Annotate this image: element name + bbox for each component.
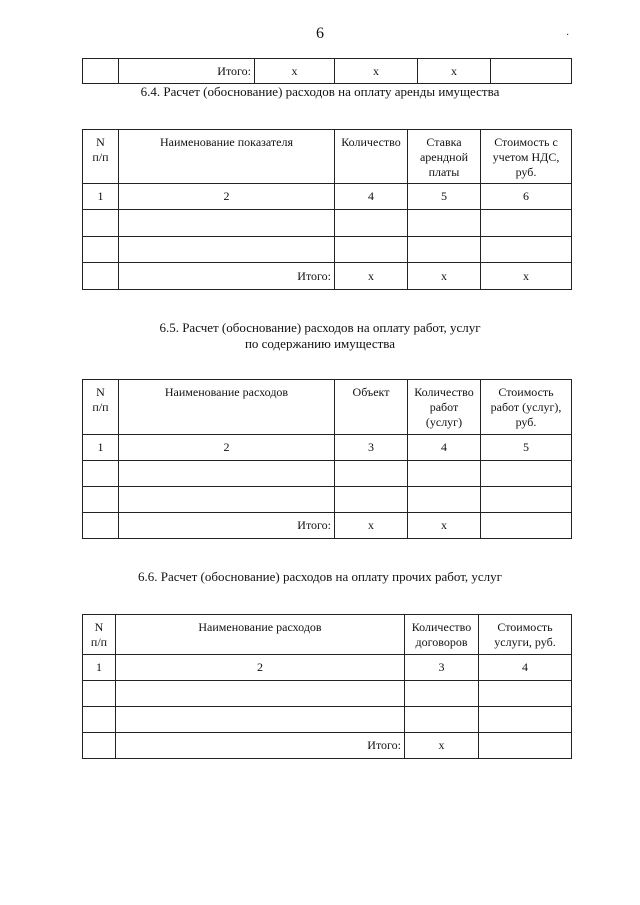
table-cell	[83, 733, 116, 759]
header-cell: Количество работ (услуг)	[408, 380, 481, 435]
table-cell: x	[335, 59, 418, 84]
column-number-row	[83, 655, 572, 681]
table-cell: x	[335, 513, 408, 539]
table-cell	[491, 59, 572, 84]
table-cell: 2	[119, 184, 335, 210]
table-cell	[83, 513, 119, 539]
table-cell: 6	[481, 184, 572, 210]
section-title-6-4: 6.4. Расчет (обоснование) расходов на оплату аренды имущества	[140, 84, 500, 99]
column-number-row	[83, 435, 572, 461]
column-number-row	[83, 184, 572, 210]
total-label: Итого:	[116, 733, 405, 759]
table-cell: x	[408, 513, 481, 539]
table-cell: 4	[479, 655, 572, 681]
table-row	[83, 237, 572, 263]
table-cell	[481, 513, 572, 539]
total-row	[83, 733, 572, 759]
total-label: Итого:	[119, 513, 335, 539]
header-cell: Количество договоров	[405, 615, 479, 655]
table-cell: x	[405, 733, 479, 759]
total-label: Итого:	[119, 263, 335, 290]
table-row	[83, 210, 572, 237]
section-title-6-6: 6.6. Расчет (обоснование) расходов на оплату прочих работ, услуг	[138, 569, 502, 584]
table-row	[83, 461, 572, 487]
table-cell: 1	[83, 435, 119, 461]
header-cell: Стоимость работ (услуг), руб.	[481, 380, 572, 435]
table-cell: 1	[83, 184, 119, 210]
table-cell	[83, 59, 119, 84]
table-6-6	[82, 614, 572, 759]
table-cell: 4	[408, 435, 481, 461]
header-row	[83, 380, 572, 435]
header-cell: Ставка арендной платы	[408, 130, 481, 184]
header-row	[83, 615, 572, 655]
scan-mark: ·	[566, 30, 570, 41]
table-cell: 5	[481, 435, 572, 461]
table-cell: 3	[335, 435, 408, 461]
table-cell: 5	[408, 184, 481, 210]
table-cell: x	[335, 263, 408, 290]
table-cell: x	[481, 263, 572, 290]
header-cell: Наименование расходов	[119, 380, 335, 435]
table-cell: 2	[116, 655, 405, 681]
table-cell: x	[408, 263, 481, 290]
table-row	[83, 487, 572, 513]
header-cell: N п/п	[83, 615, 116, 655]
table-6-5	[82, 379, 572, 539]
header-cell: Стоимость услуги, руб.	[479, 615, 572, 655]
section-title-6-5-line1: 6.5. Расчет (обоснование) расходов на оплату работ, услуг	[159, 320, 481, 335]
total-row	[83, 263, 572, 290]
table-cell: 3	[405, 655, 479, 681]
header-cell: Наименование показателя	[119, 130, 335, 184]
header-cell: N п/п	[83, 380, 119, 435]
table-row	[83, 681, 572, 707]
header-cell: Количество	[335, 130, 408, 184]
table-cell: x	[255, 59, 335, 84]
section-title-6-5-line2: по содержанию имущества	[244, 336, 396, 351]
header-cell: N п/п	[83, 130, 119, 184]
table-cell	[83, 263, 119, 290]
page-number: 6	[316, 25, 324, 42]
table-cell: 4	[335, 184, 408, 210]
table-cell: x	[418, 59, 491, 84]
table-cell: 1	[83, 655, 116, 681]
table-6-3-continuation	[82, 58, 572, 84]
total-label: Итого:	[119, 59, 255, 84]
total-row	[83, 59, 572, 84]
total-row	[83, 513, 572, 539]
header-cell: Объект	[335, 380, 408, 435]
header-cell: Стоимость с учетом НДС, руб.	[481, 130, 572, 184]
table-cell	[479, 733, 572, 759]
header-cell: Наименование расходов	[116, 615, 405, 655]
header-row	[83, 130, 572, 184]
table-row	[83, 707, 572, 733]
table-6-4	[82, 129, 572, 290]
table-cell: 2	[119, 435, 335, 461]
